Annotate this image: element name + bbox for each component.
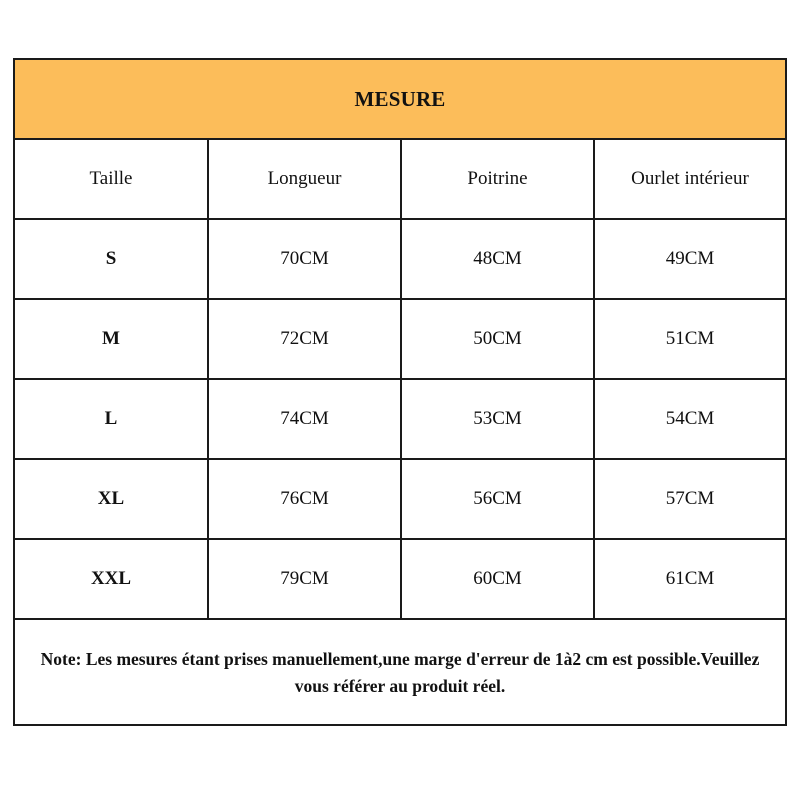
size-cell: XXL	[15, 539, 208, 619]
note-text: Note: Les mesures étant prises manuellement,une marge d'erreur de 1à2 cm est possible.Veuillez vous référer au produit réel.	[40, 649, 760, 696]
header-chest: Poitrine	[401, 140, 594, 219]
size-cell: S	[15, 219, 208, 299]
length-cell: 76CM	[208, 459, 401, 539]
table-row	[15, 219, 785, 299]
table-row	[15, 379, 785, 459]
chart-title: MESURE	[15, 60, 785, 140]
chest-cell: 48CM	[401, 219, 594, 299]
inseam-cell: 54CM	[594, 379, 785, 459]
length-cell: 70CM	[208, 219, 401, 299]
header-size: Taille	[15, 140, 208, 219]
inseam-cell: 49CM	[594, 219, 785, 299]
length-cell: 74CM	[208, 379, 401, 459]
size-chart	[13, 58, 787, 726]
chest-cell: 56CM	[401, 459, 594, 539]
header-length: Longueur	[208, 140, 401, 219]
table-row	[15, 459, 785, 539]
table-row	[15, 299, 785, 379]
size-cell: L	[15, 379, 208, 459]
size-cell: M	[15, 299, 208, 379]
length-cell: 79CM	[208, 539, 401, 619]
measurement-note	[15, 620, 785, 726]
chest-cell: 50CM	[401, 299, 594, 379]
table-row	[15, 539, 785, 619]
chest-cell: 53CM	[401, 379, 594, 459]
inseam-cell: 61CM	[594, 539, 785, 619]
chest-cell: 60CM	[401, 539, 594, 619]
header-inseam: Ourlet intérieur	[594, 140, 785, 219]
inseam-cell: 57CM	[594, 459, 785, 539]
length-cell: 72CM	[208, 299, 401, 379]
size-cell: XL	[15, 459, 208, 539]
size-table	[15, 140, 785, 620]
inseam-cell: 51CM	[594, 299, 785, 379]
header-row	[15, 140, 785, 219]
